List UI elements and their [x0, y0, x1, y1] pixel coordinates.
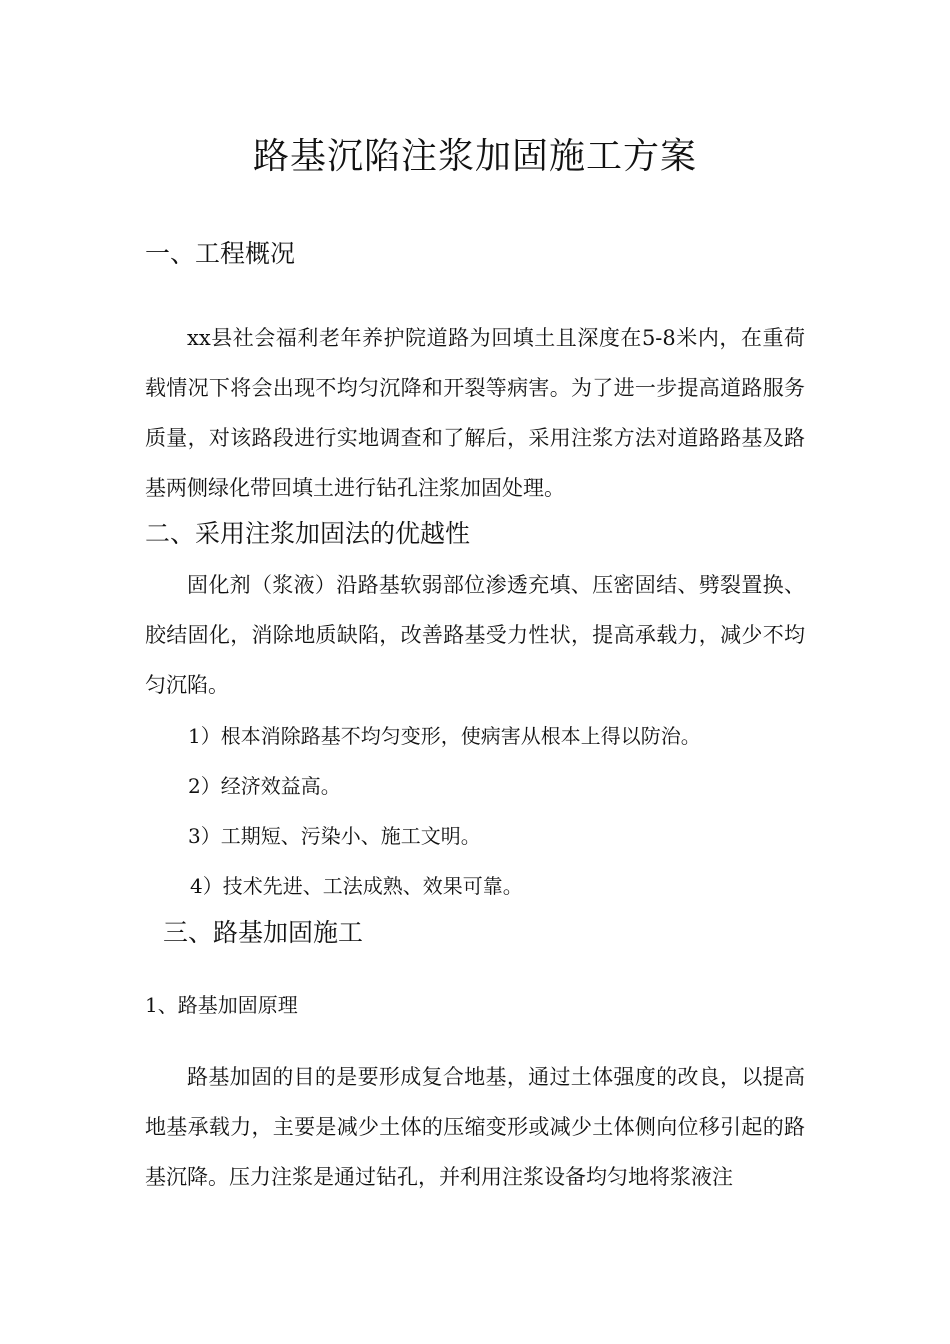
section-3-paragraph: 路基加固的目的是要形成复合地基，通过土体强度的改良，以提高地基承载力，主要是减少土体的压缩变形或减少土体侧向位移引起的路基沉降。压力注浆是通过钻孔，并利用注浆设备均匀地将浆液注: [145, 1065, 805, 1189]
section-3-heading: 三、路基加固施工: [163, 918, 364, 947]
section-3-subheading: 1、路基加固原理: [145, 993, 298, 1017]
advantage-item-4: 4）技术先进、工法成熟、效果可靠。: [190, 874, 523, 898]
section-1-heading: 一、工程概况: [145, 239, 296, 268]
section-2-paragraph: 固化剂（浆液）沿路基软弱部位渗透充填、压密固结、劈裂置换、胶结固化，消除地质缺陷，改善路基受力性状，提高承载力，减少不均匀沉陷。: [145, 573, 805, 697]
section-1-paragraph: xx县社会福利老年养护院道路为回填土且深度在5-8米内，在重荷载情况下将会出现不均匀沉降和开裂等病害。为了进一步提高道路服务质量，对该路段进行实地调查和了解后，采用注浆方法对道路路基及路基两侧绿化带回填土进行钻孔注浆加固处理。: [145, 326, 805, 500]
document-title: 路基沉陷注浆加固施工方案: [252, 136, 697, 177]
advantage-item-1: 1）根本消除路基不均匀变形，使病害从根本上得以防治。: [188, 724, 701, 748]
advantage-item-3: 3）工期短、污染小、施工文明。: [188, 824, 481, 848]
section-2-heading: 二、采用注浆加固法的优越性: [145, 519, 471, 548]
advantage-item-2: 2）经济效益高。: [188, 774, 341, 798]
